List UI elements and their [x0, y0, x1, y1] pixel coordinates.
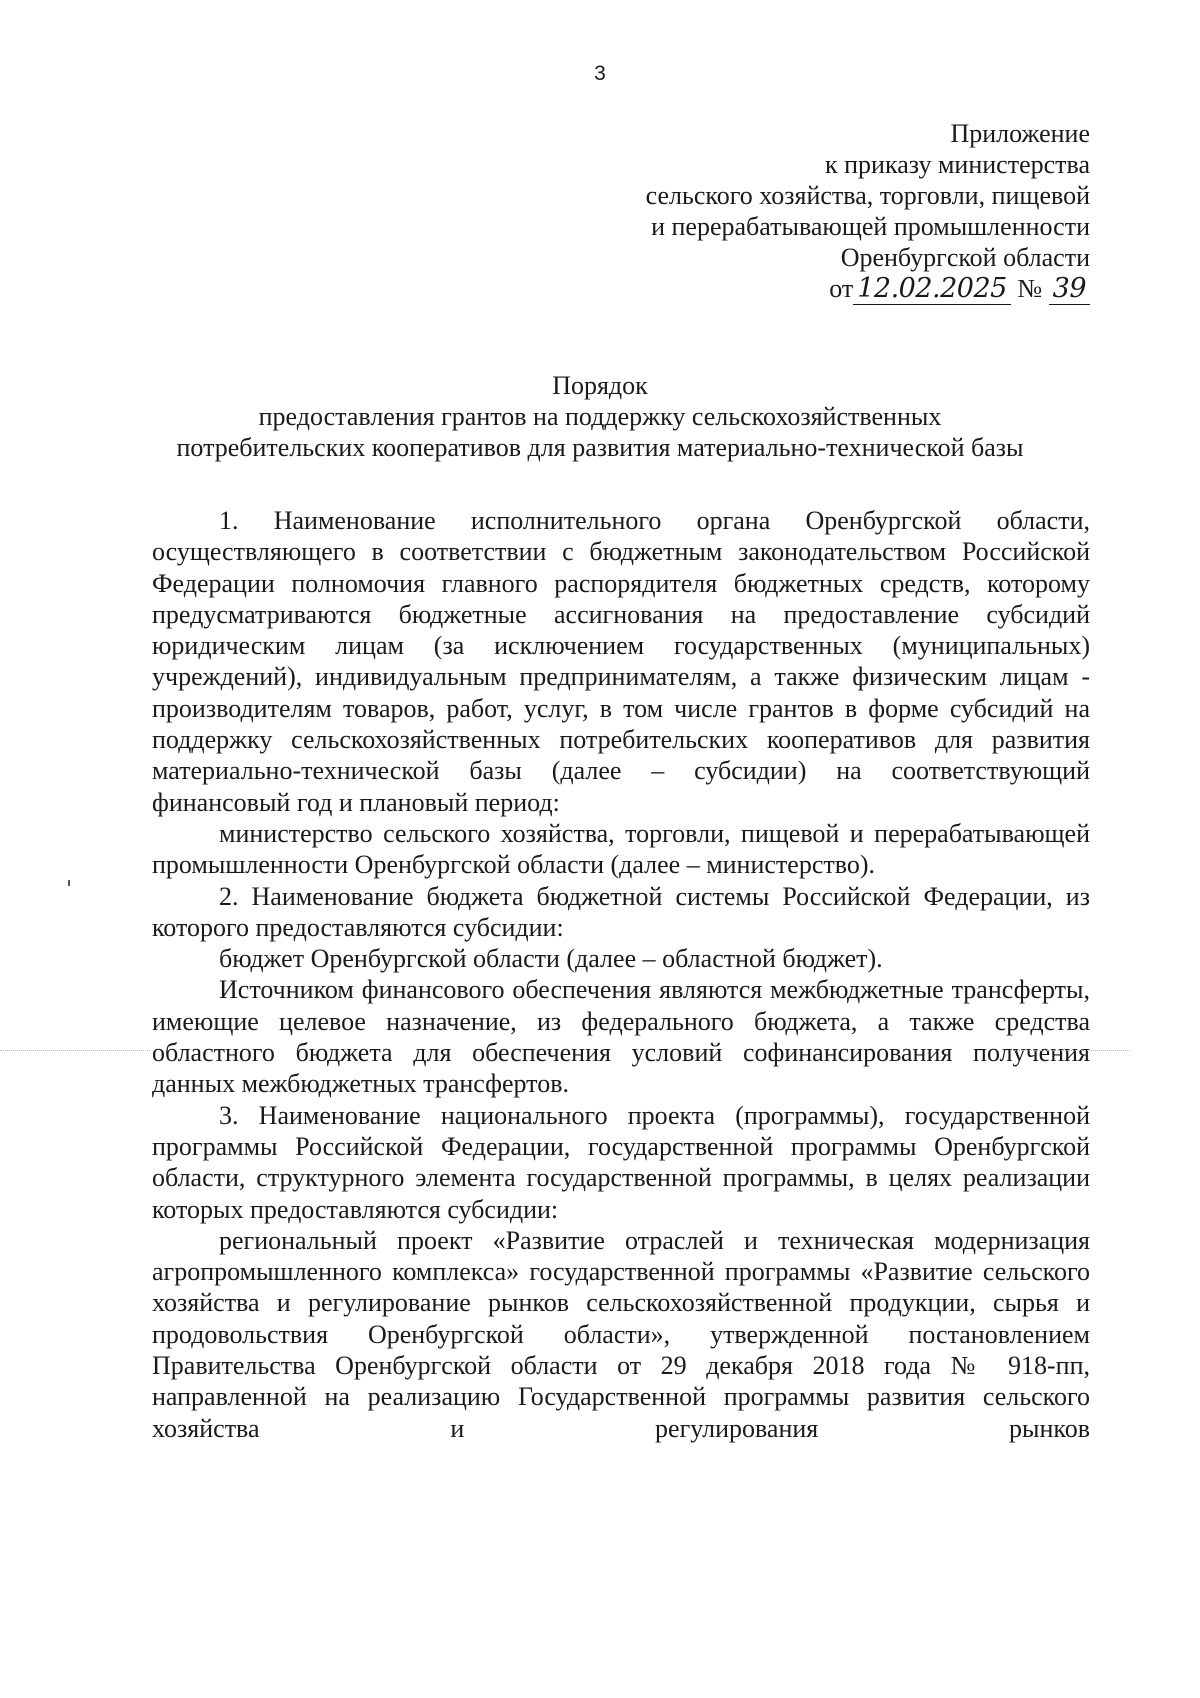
scan-dotted-line	[0, 1050, 150, 1051]
appendix-line: Оренбургской области	[840, 243, 1090, 272]
body-paragraph: министерство сельского хозяйства, торговли, пищевой и перерабатывающей промышленности Оренбургской области (далее – министерство).	[152, 818, 1090, 880]
scan-speck	[68, 880, 70, 886]
date-prefix: от	[829, 274, 854, 303]
scan-dotted-line	[1010, 1050, 1130, 1051]
page-number: 3	[594, 62, 606, 85]
order-date-number-line	[646, 273, 1090, 304]
body-paragraph: Источником финансового обеспечения являются межбюджетные трансферты, имеющие целевое назначение, из федерального бюджета, а также средства областного бюджета для обеспечения условий софинансирования получения данных межбюджетных трансфертов.	[152, 975, 1090, 1099]
document-body	[152, 505, 1090, 1444]
appendix-line: Приложение	[950, 119, 1090, 148]
body-paragraph: 1. Наименование исполнительного органа Оренбургской области, осуществляющего в соответствии с бюджетным законодательством Российской Федерации полномочия главного распорядителя бюджетных средств, которому предусматриваются бюджетные ассигнования на предоставление субсидий юридическим лицам (за исключением государственных (муниципальных) учреждений), индивидуальным предпринимателям, а также физическим лицам - производителям товаров, работ, услуг, в том числе грантов в форме субсидий на поддержку сельскохозяйственных потребительских кооперативов для развития материально-технической базы (далее – субсидии) на соответствующий финансовый год и плановый период:	[152, 506, 1090, 817]
title-subtitle-line: предоставления грантов на поддержку сельскохозяйственных	[258, 402, 942, 431]
handwritten-number: 39	[1049, 273, 1090, 305]
body-paragraph: 2. Наименование бюджета бюджетной системы Российской Федерации, из которого предоставляются субсидии:	[152, 881, 1090, 942]
body-paragraph: региональный проект «Развитие отраслей и техническая модернизация агропромышленного комплекса» государственной программы «Развитие сельского хозяйства и регулирование рынков сельскохозяйственной продукции, сырья и продовольствия Оренбургской области», утвержденной постановлением Правительства Оренбургской области от 29 декабря 2018 года № 918-пп, направленной на реализацию Государственной программы развития сельского хозяйства и регулирования рынков	[152, 1225, 1090, 1443]
body-paragraph: 3. Наименование национального проекта (программы), государственной программы Российской Федерации, государственной программы Оренбургской области, структурного элемента государственной программы, в целях реализации которых предоставляются субсидии:	[152, 1100, 1090, 1224]
appendix-line: сельского хозяйства, торговли, пищевой	[645, 181, 1090, 210]
number-prefix: №	[1017, 274, 1043, 303]
body-paragraph: бюджет Оренбургской области (далее – областной бюджет).	[219, 944, 883, 974]
title-subtitle-line: потребительских кооперативов для развития материально-технической базы	[176, 433, 1024, 462]
appendix-line: к приказу министерства	[825, 150, 1090, 179]
handwritten-date: 12.02.2025	[853, 273, 1011, 305]
title-heading: Порядок	[552, 371, 648, 400]
appendix-header	[646, 118, 1090, 304]
appendix-line: и перерабатывающей промышленности	[651, 212, 1090, 241]
document-title	[0, 370, 1200, 463]
